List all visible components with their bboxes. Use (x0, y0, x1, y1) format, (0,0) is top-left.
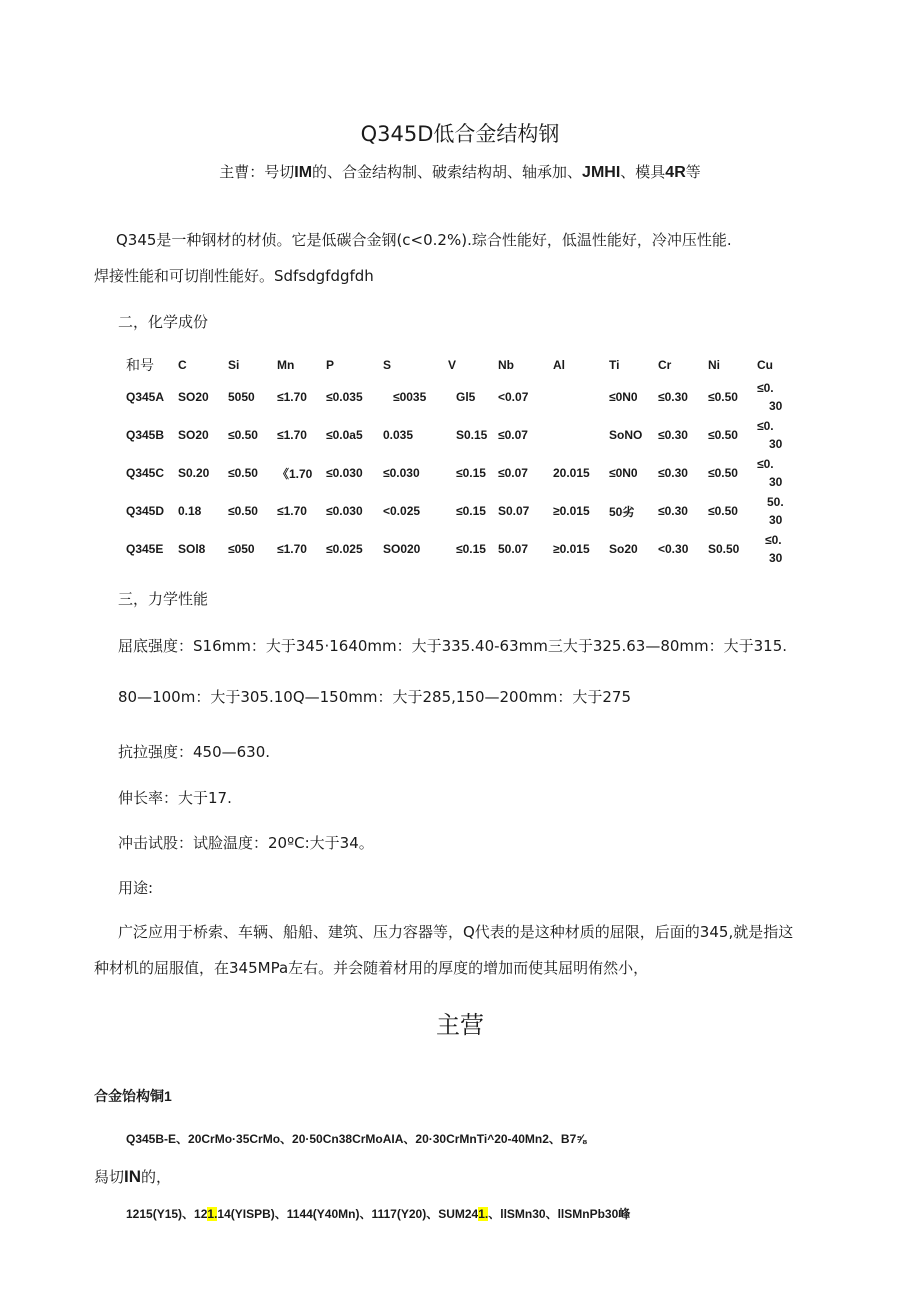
table-cell: ≤0.50 (708, 466, 738, 480)
table-row (126, 530, 797, 568)
table-cell: S0.15 (456, 428, 488, 442)
table-cell: ≤0035 (393, 390, 427, 404)
header-cell: Cr (658, 358, 672, 372)
header-cell: Si (228, 358, 240, 372)
free-cutting-list-part: 、llSMn30、llSMnPb30峰 (488, 1207, 631, 1221)
table-cell: ≤0.030 (326, 504, 363, 518)
header-cell: Nb (498, 358, 514, 372)
table-cell: ≤0.15 (456, 466, 486, 480)
free-cutting-bold: IN (124, 1167, 142, 1186)
cu-value-bottom: 30 (769, 437, 783, 451)
table-cell: SO20 (178, 428, 209, 442)
section-chemical-heading: 二，化学成份 (118, 313, 209, 331)
header-cell: S (383, 358, 392, 372)
header-cell: Ni (708, 358, 720, 372)
table-cell: ≤0.035 (326, 390, 363, 404)
table-cell: 5050 (228, 390, 255, 404)
table-cell: SO020 (383, 542, 421, 556)
table-cell: ≤0.50 (708, 390, 738, 404)
table-cell: ≤0.030 (326, 466, 363, 480)
usage-line-1: 广泛应用于桥索、车辆、船船、建筑、压力容器等，Q代表的是这种材质的屈限，后面的345,就是指这 (118, 923, 794, 941)
free-cutting-list-part: 14(YISPB)、1144(Y40Mn)、1117(Y20)、SUM24 (217, 1207, 479, 1221)
main-business-heading: 主营 (436, 1011, 484, 1039)
table-cell: ≤0.07 (498, 466, 528, 480)
table-cell: ≤0N0 (609, 466, 638, 480)
subtitle-part-1: 主曹：号切 (219, 163, 295, 181)
yield-strength-line-2: 80—100m：大于305.10Q—150mm：大于285,150—200mm：大于275 (118, 688, 631, 706)
table-cell: 50.07 (498, 542, 529, 556)
table-cell: ≤0.50 (228, 466, 258, 480)
table-cell: 20.015 (553, 466, 590, 480)
intro-line-1: Q345是一种钢材的材侦。它是低碳合金钢(c<0.2%).琮合性能好，低温性能好，冷冲压性能. (116, 231, 732, 249)
table-cell: ≥0.015 (553, 504, 590, 518)
table-cell: ≤0.50 (228, 428, 258, 442)
cu-value-bottom: 30 (769, 551, 783, 565)
free-cutting-list-part: 1215(Y15)、 (126, 1207, 195, 1221)
table-cell: 《1.70 (277, 466, 313, 481)
table-cell: SoNO (609, 428, 643, 442)
table-cell: ≤0.0a5 (326, 428, 363, 442)
header-cell: Mn (277, 358, 295, 372)
table-cell: ≤0.030 (383, 466, 420, 480)
grade-cell: Q345C (126, 466, 165, 480)
yield-strength-line-1: 屈底强度：S16mm：大于345·1640mm：大于335.40-63mm三大于325.63—80mm：大于315. (118, 637, 788, 655)
free-cutting-part-1: 舄切 (94, 1168, 125, 1186)
table-cell: 0.18 (178, 504, 202, 518)
table-cell: ≤0.50 (708, 504, 738, 518)
subtitle-bold-3: 4R (665, 164, 686, 181)
tensile-strength: 抗拉强度：450—630. (118, 743, 271, 761)
table-cell (757, 416, 797, 454)
subtitle-bold-2: JMHI (582, 164, 621, 181)
table-cell: ≤1.70 (277, 504, 307, 518)
table-cell: ≤0.025 (326, 542, 363, 556)
free-cutting-part-2: 的， (141, 1168, 172, 1186)
table-row (126, 492, 797, 530)
table-cell: ≤0.30 (658, 390, 688, 404)
highlighted-text: 1. (478, 1207, 489, 1221)
grade-cell: Q345A (126, 390, 165, 404)
table-cell: ≥0.015 (553, 542, 590, 556)
table-cell (757, 492, 797, 530)
subtitle-bold-1: IM (294, 164, 313, 181)
elongation: 伸长率：大于17. (118, 789, 232, 807)
table-cell (553, 416, 609, 454)
usage-label: 用途: (118, 879, 154, 897)
table-cell: S0.20 (178, 466, 210, 480)
grade-cell: Q345E (126, 542, 164, 556)
free-cutting-heading (94, 1166, 171, 1187)
grade-cell: Q345D (126, 504, 165, 518)
table-cell: <0.30 (658, 542, 689, 556)
cu-value-top: ≤0. (757, 457, 774, 471)
header-cell: V (448, 358, 457, 372)
table-cell (757, 378, 797, 416)
cu-value-bottom: 30 (769, 475, 783, 489)
table-cell: ≤0.30 (658, 466, 688, 480)
table-cell: <0.07 (498, 390, 529, 404)
table-cell: S0.07 (498, 504, 530, 518)
table-cell: ≤0.30 (658, 428, 688, 442)
cu-value-top: ≤0. (757, 419, 774, 433)
subtitle-part-4: 等 (685, 163, 701, 181)
table-cell: So20 (609, 542, 638, 556)
table-cell: 50劣 (609, 504, 635, 519)
table-cell: ≤0.15 (456, 504, 486, 518)
grade-cell: Q345B (126, 428, 165, 442)
table-cell: SOl8 (178, 542, 206, 556)
subtitle-part-2: 的、合金结构制、破索结构胡、轴承加、 (312, 163, 583, 181)
usage-line-2: 种材机的屈服值，在345MPa左右。并会随着材用的厚度的增加而使其屈明侑然小， (94, 959, 649, 977)
table-cell: ≤0.50 (708, 428, 738, 442)
table-cell: ≤0.15 (456, 542, 486, 556)
intro-line-2: 焊接性能和可切削性能好。Sdfsdgfdgfdh (94, 267, 374, 285)
table-cell (757, 530, 797, 568)
header-cell: Cu (757, 358, 773, 372)
cu-value-top: ≤0. (765, 533, 782, 547)
table-cell (553, 378, 609, 416)
table-cell: ≤1.70 (277, 390, 307, 404)
cu-value-bottom: 30 (769, 399, 783, 413)
table-cell: SO20 (178, 390, 209, 404)
table-cell: ≤0.30 (658, 504, 688, 518)
table-header-row (126, 352, 797, 378)
free-cutting-list-part: 12 (194, 1207, 208, 1221)
table-cell: ≤0N0 (609, 390, 638, 404)
table-row (126, 378, 797, 416)
header-cell: Ti (609, 358, 620, 372)
alloy-steel-heading: 合金饴构铜1 (94, 1088, 172, 1104)
table-cell: ≤0.50 (228, 504, 258, 518)
table-cell: ≤0.07 (498, 428, 528, 442)
table-cell: ≤1.70 (277, 542, 307, 556)
table-cell: S0.50 (708, 542, 740, 556)
header-cell: C (178, 358, 187, 372)
impact-test: 冲击试股：试脸温度：20ºC:大于34。 (118, 834, 374, 852)
header-cell: 和号 (126, 358, 154, 374)
table-cell: Gl5 (456, 390, 476, 404)
table-cell: ≤050 (228, 542, 255, 556)
section-mechanical-heading: 三，力学性能 (118, 590, 209, 608)
cu-value-top: ≤0. (757, 381, 774, 395)
cu-value-top: 50. (767, 495, 784, 509)
table-row (126, 454, 797, 492)
highlighted-text: 1. (207, 1207, 218, 1221)
header-cell: P (326, 358, 335, 372)
table-cell (757, 454, 797, 492)
chemical-composition-table (126, 352, 797, 568)
table-cell: ≤1.70 (277, 428, 307, 442)
subtitle-part-3: 、模具 (620, 163, 666, 181)
table-cell: 0.035 (383, 428, 414, 442)
free-cutting-list (126, 1205, 630, 1222)
table-row (126, 416, 797, 454)
alloy-steel-list: Q345B-E、20CrMo·35CrMo、20·50Cn38CrMoAIA、20·30CrMnTi^20-40Mn2、B7⅝ (126, 1132, 587, 1146)
cu-value-bottom: 30 (769, 513, 783, 527)
subtitle (0, 161, 920, 182)
header-cell: Al (553, 358, 565, 372)
page-title: Q345D低合金结构钢 (360, 122, 560, 146)
table-cell: <0.025 (383, 504, 421, 518)
